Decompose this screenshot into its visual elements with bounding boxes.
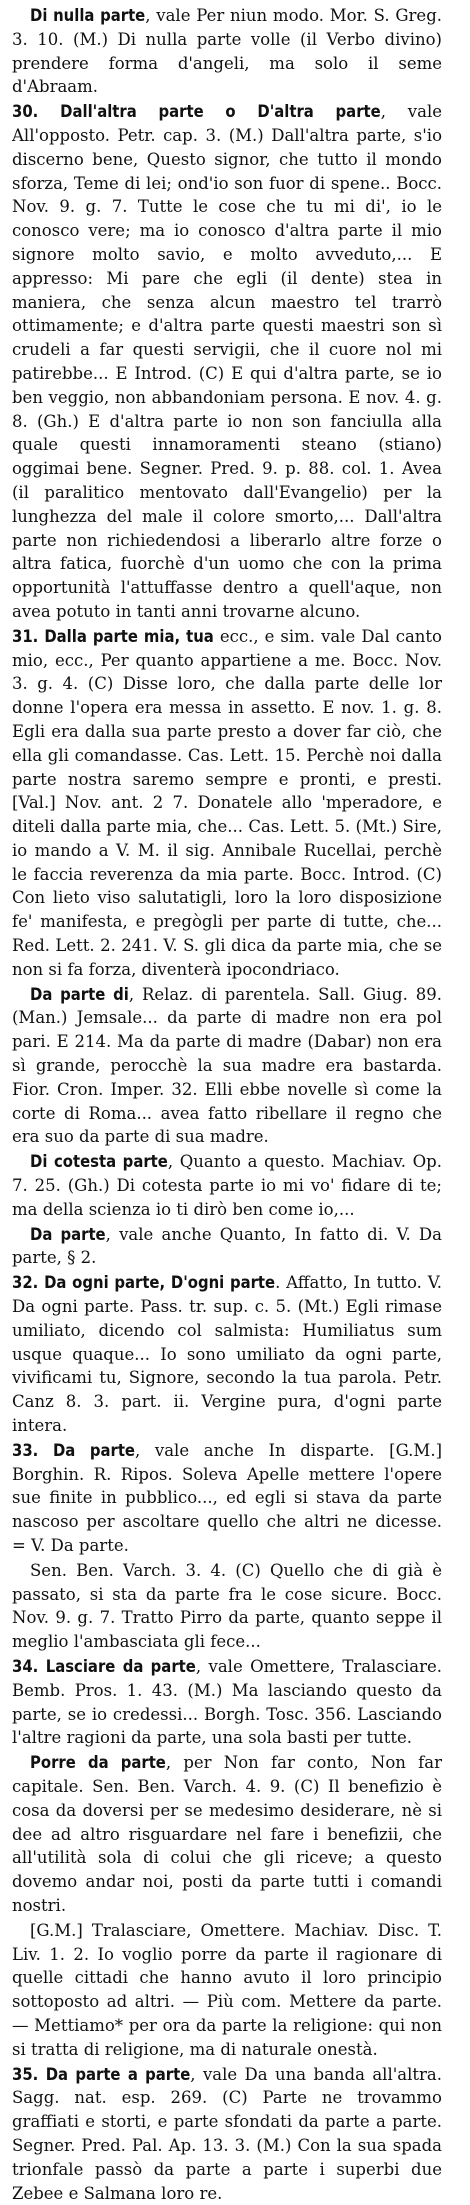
entry-headword: Dalla parte mia, tua xyxy=(44,626,214,646)
entry-number: 34. xyxy=(12,1656,39,1676)
entry-30 xyxy=(12,100,442,624)
entry-number: 31. xyxy=(12,626,39,646)
entry-headword: Di cotesta parte xyxy=(30,1152,168,1172)
entry-di-cotesta-parte xyxy=(12,1150,442,1221)
entry-text: [G.M.] Tralasciare, Omettere. Machiav. Disc. T. Liv. 1. 2. Io voglio porre da parte il ragionare di quelle cittadi che hanno avuto il loro principio sottoposto ad altri. — Più com. Mettere da parte. — Mettiamo* per ora da parte la religione: qui non si tratta di religione, ma di naturale onestà. xyxy=(12,1920,442,2059)
entry-text: , per Non far conto, Non far capitale. Sen. Ben. Varch. 4. 9. (C) Il benefizio è cosa da doversi per se medesimo desiderare, nè si dee ad altro risguardare nel fare i benefizii, che all'utilità sola di colui che gli riceve; a questo dovemo andar noi, posti da parte tutti i comandi nostri. xyxy=(12,1753,442,1915)
entry-text: , vale anche Quanto, In fatto di. V. Da parte, § 2. xyxy=(12,1224,442,1268)
entry-33-continuation xyxy=(12,1559,442,1654)
entry-da-parte-di xyxy=(12,983,442,1150)
entry-number: 35. xyxy=(12,2064,39,2084)
entry-da-parte-anche xyxy=(12,1223,442,1271)
entry-text: , Quanto a questo. Machiav. Op. 7. 25. (Gh.) Di cotesta parte io mi vo' fidare di te; ma della scienza io ti dirò ben come io,... xyxy=(12,1152,442,1219)
entry-di-nulla-parte xyxy=(12,4,442,99)
entry-headword: Da ogni parte, D'ogni parte xyxy=(44,1273,276,1293)
entry-number: 33. xyxy=(12,1440,39,1460)
entry-text: , vale Da una banda all'altra. Sagg. nat. esp. 269. (C) Parte ne trovammo graffiati e storti, e parte sfondati da parte a parte. Segner. Pred. Pal. Ap. 13. 3. (M.) Con la sua spada trionfale passò da parte a parte i superbi due Zebee e Salmana loro re. xyxy=(12,2064,442,2203)
entry-text: , vale All'opposto. Petr. cap. 3. (M.) Dall'altra parte, s'io discerno bene, Questo signor, che tutto il mondo sforza, Teme di lei; ond'io son fuor di spene.. Bocc. Nov. 9. g. 7. Tutte le cose che tu mi di', io le conosco vere; ma io conosco d'altra parte il mio signore molto savio, e molto avveduto,... E appresso: Mi pare che egli (il dente) stea in maniera, che senza alcun maestro tel trarrò ottimamente; e d'altra parte questi maestri son sì crudeli a far questi servigii, che il cuore nol mi patirebbe... E Introd. (C) E qui d'altra parte, se io ben veggio, non abbandoniam persona. E nov. 4. g. 8. (Gh.) E d'altra parte io non son fanciulla alla quale questi innamoramenti steano (stiano) oggimai bene. Segner. Pred. 9. p. 88. col. 1. Avea (il paralitico mentovato dall'Evangelio) per la lunghezza del male il colore smorto,... Dall'altra parte non richiedendosi a liberarlo altre forze o altra fatica, fuorchè d'un uomo che con la prima opportunità l'attuffasse dentro a quell'aque, non avea potuto in tanti anni trovarne alcuno. xyxy=(12,102,442,621)
entry-text: ecc., e sim. vale Dal canto mio, ecc., Per quanto appartiene a me. Bocc. Nov. 3. g. 4. (C) Disse loro, che dalla parte delle lor donne l'opera era messa in assetto. E nov. 1. g. 8. Egli era dalla sua parte presto a dover far ciò, che ella gli comandasse. Cas. Lett. 15. Perchè noi dalla parte nostra saremo sempre e pronti, e presti. [Val.] Nov. ant. 2 7. Donatele allo 'mperadore, e diteli dalla parte mia, che... Cas. Lett. 5. (Mt.) Sire, io mando a V. M. il sig. Annibale Rucellai, perchè le faccia reverenza da mia parte. Bocc. Introd. (C) Con lieto viso salutatigli, loro la loro disposizione fe' manifesta, e pregògli per parte di tutte, che... Red. Lett. 2. 241. V. S. gli dica da parte mia, che se non si fa forza, diventerà ipocondriaco. xyxy=(12,626,442,979)
entry-headword: Da parte xyxy=(52,1440,135,1460)
entry-35 xyxy=(12,2063,442,2205)
entry-porre-da-parte xyxy=(12,1751,442,1918)
entry-text: , vale Omettere, Tralasciare. Bemb. Pros. 1. 43. (M.) Ma lasciando questo da parte, se io credessi... Borgh. Tosc. 356. Lasciando l'altre ragioni da parte, una sola basti per tutte. xyxy=(12,1656,442,1748)
entry-text: . Affatto, In tutto. V. Da ogni parte. Pass. tr. sup. c. 5. (Mt.) Egli rimase umiliato, dicendo col salmista: Humiliatus sum usque quaque... Io sono umiliato da ogni parte, vivificami tu, Signore, secondo la tua parola. Petr. Canz 8. 3. part. ii. Vergine pura, d'ogni parte intera. xyxy=(12,1273,442,1436)
entry-headword: Da parte di xyxy=(30,984,129,1004)
entry-headword: Porre da parte xyxy=(30,1753,166,1773)
entry-headword: Lasciare da parte xyxy=(45,1656,196,1676)
entry-text: , vale anche In disparte. [G.M.] Borghin. R. Ripos. Soleva Apelle mettere l'opere sue finite in pubblico..., ed egli si stava da parte nascoso per ascoltare quello che altri ne dicesse. = V. Da parte. xyxy=(12,1440,443,1555)
entry-31 xyxy=(12,625,442,982)
entry-34 xyxy=(12,1655,442,1750)
entry-headword: Dall'altra parte o D'altra parte xyxy=(60,102,381,122)
entry-33 xyxy=(12,1439,442,1558)
entry-text: , vale Per niun modo. Mor. S. Greg. 3. 10. (M.) Di nulla parte volle (il Verbo divino) prendere forma d'angeli, ma solo il seme d'Abraam. xyxy=(12,6,443,97)
entry-text: , Relaz. di parentela. Sall. Giug. 89. (Man.) Jemsale... da parte di madre non era pol pari. E 214. Ma da parte di madre (Dabar) non era sì grande, perocchè la sua madre era bastarda. Fior. Cron. Imper. 32. Elli ebbe novelle sì come la corte di Roma... avea fatto ribellare il regno che era suo da parte di sua madre. xyxy=(12,984,442,1147)
entry-headword: Di nulla parte xyxy=(30,6,146,25)
entry-porre-da-parte-continuation xyxy=(12,1919,442,2062)
entry-headword: Da parte xyxy=(30,1224,106,1244)
entry-32 xyxy=(12,1271,442,1438)
entry-headword: Da parte a parte xyxy=(45,2064,191,2084)
entry-number: 32. xyxy=(12,1273,39,1293)
entry-number: 30. xyxy=(12,102,39,122)
entry-text: Sen. Ben. Varch. 3. 4. (C) Quello che di già è passato, si sta da parte fra le cose sicure. Bocc. Nov. 9. g. 7. Tratto Pirro da parte, quanto seppe il meglio l'ambasciata gli fece... xyxy=(12,1560,442,1652)
